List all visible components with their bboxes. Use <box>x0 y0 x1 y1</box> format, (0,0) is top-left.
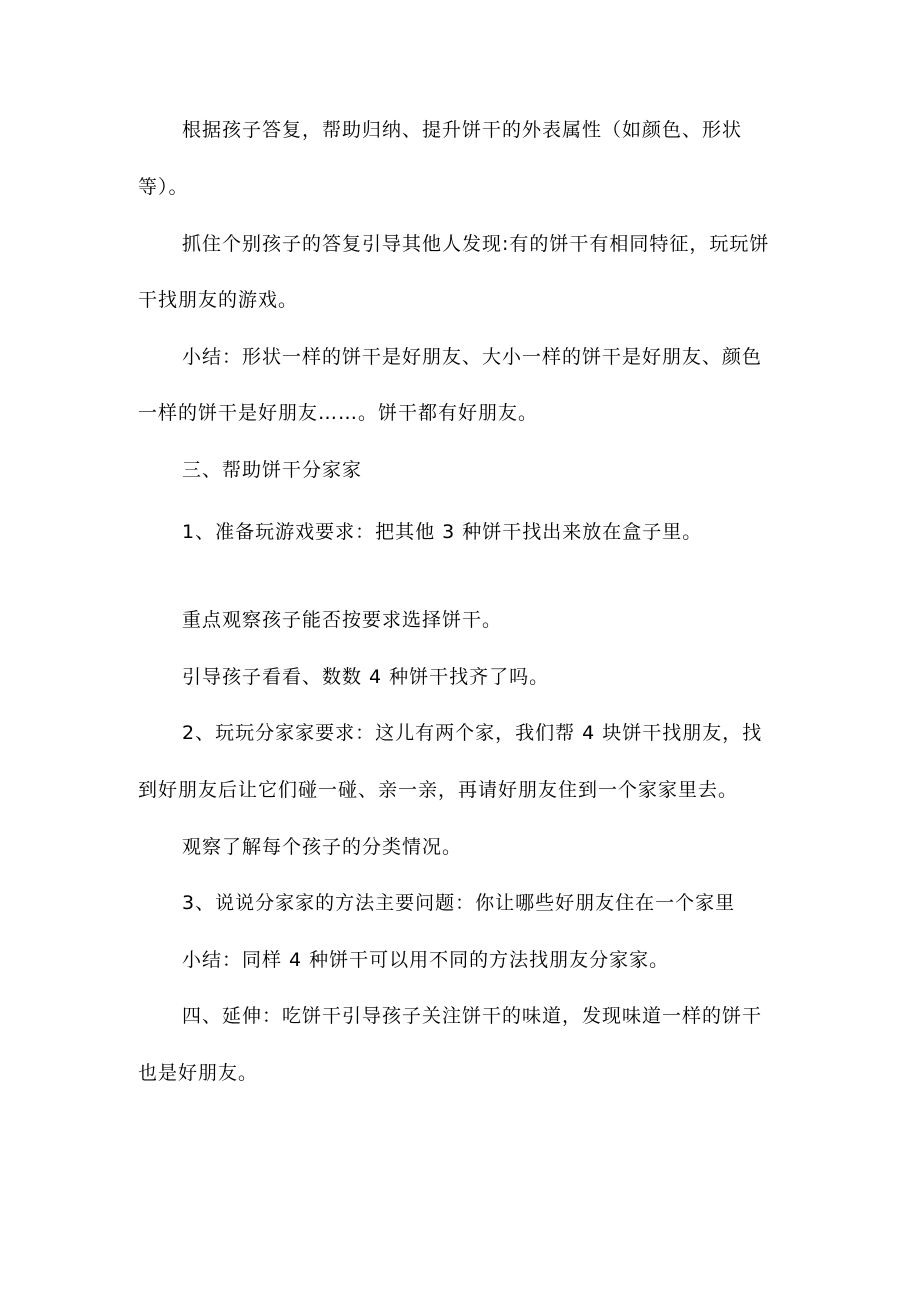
section-heading: 三、帮助饼干分家家 <box>182 459 363 481</box>
paragraph-line: 小结：同样 4 种饼干可以用不同的方法找朋友分家家。 <box>182 949 670 971</box>
paragraph-line: 根据孩子答复，帮助归纳、提升饼干的外表属性（如颜色、形状 <box>182 119 743 141</box>
paragraph-line: 抓住个别孩子的答复引导其他人发现:有的饼干有相同特征，玩玩饼 <box>182 233 770 255</box>
paragraph-line: 也是好朋友。 <box>138 1062 259 1084</box>
paragraph-line: 2、玩玩分家家要求：这儿有两个家，我们帮 4 块饼干找朋友，找 <box>182 722 763 744</box>
paragraph-line: 干找朋友的游戏。 <box>138 289 299 311</box>
section-heading: 四、延伸：吃饼干引导孩子关注饼干的味道，发现味道一样的饼干 <box>182 1005 763 1027</box>
paragraph-line: 3、说说分家家的方法主要问题：你让哪些好朋友住在一个家里 <box>182 892 736 914</box>
paragraph-line: 1、准备玩游戏要求：把其他 3 种饼干找出来放在盒子里。 <box>182 521 703 543</box>
paragraph-line: 一样的饼干是好朋友……。饼干都有好朋友。 <box>138 402 539 424</box>
paragraph-line: 等）。 <box>138 176 189 198</box>
paragraph-line: 观察了解每个孩子的分类情况。 <box>182 836 463 858</box>
paragraph-line: 小结：形状一样的饼干是好朋友、大小一样的饼干是好朋友、颜色 <box>182 346 763 368</box>
paragraph-line: 到好朋友后让它们碰一碰、亲一亲，再请好朋友住到一个家家里去。 <box>138 779 739 801</box>
paragraph-line: 引导孩子看看、数数 4 种饼干找齐了吗。 <box>182 666 550 688</box>
paragraph-line: 重点观察孩子能否按要求选择饼干。 <box>182 609 503 631</box>
